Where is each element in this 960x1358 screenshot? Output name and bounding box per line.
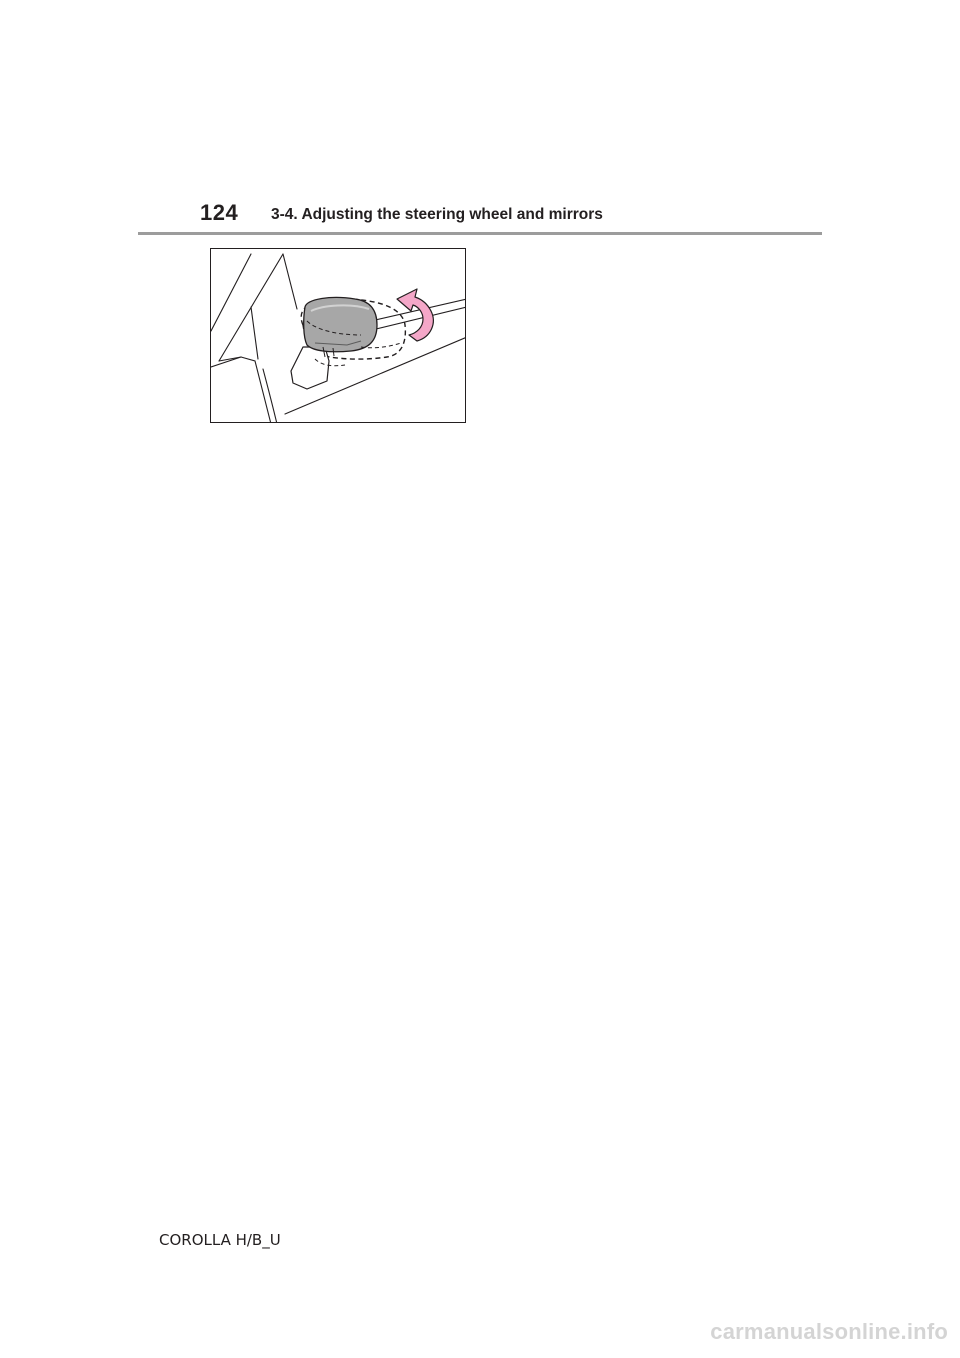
model-code: COROLLA H/B_U [159, 1231, 281, 1249]
fold-direction-arrow [397, 289, 433, 341]
header-rule [138, 232, 822, 235]
watermark-link[interactable]: carmanualsonline.info [710, 1319, 948, 1344]
page-number: 124 [200, 200, 239, 225]
section-title: 3-4. Adjusting the steering wheel and mirrors [271, 206, 603, 223]
mirror-folding-illustration [210, 248, 466, 423]
mirror-base [291, 347, 329, 389]
